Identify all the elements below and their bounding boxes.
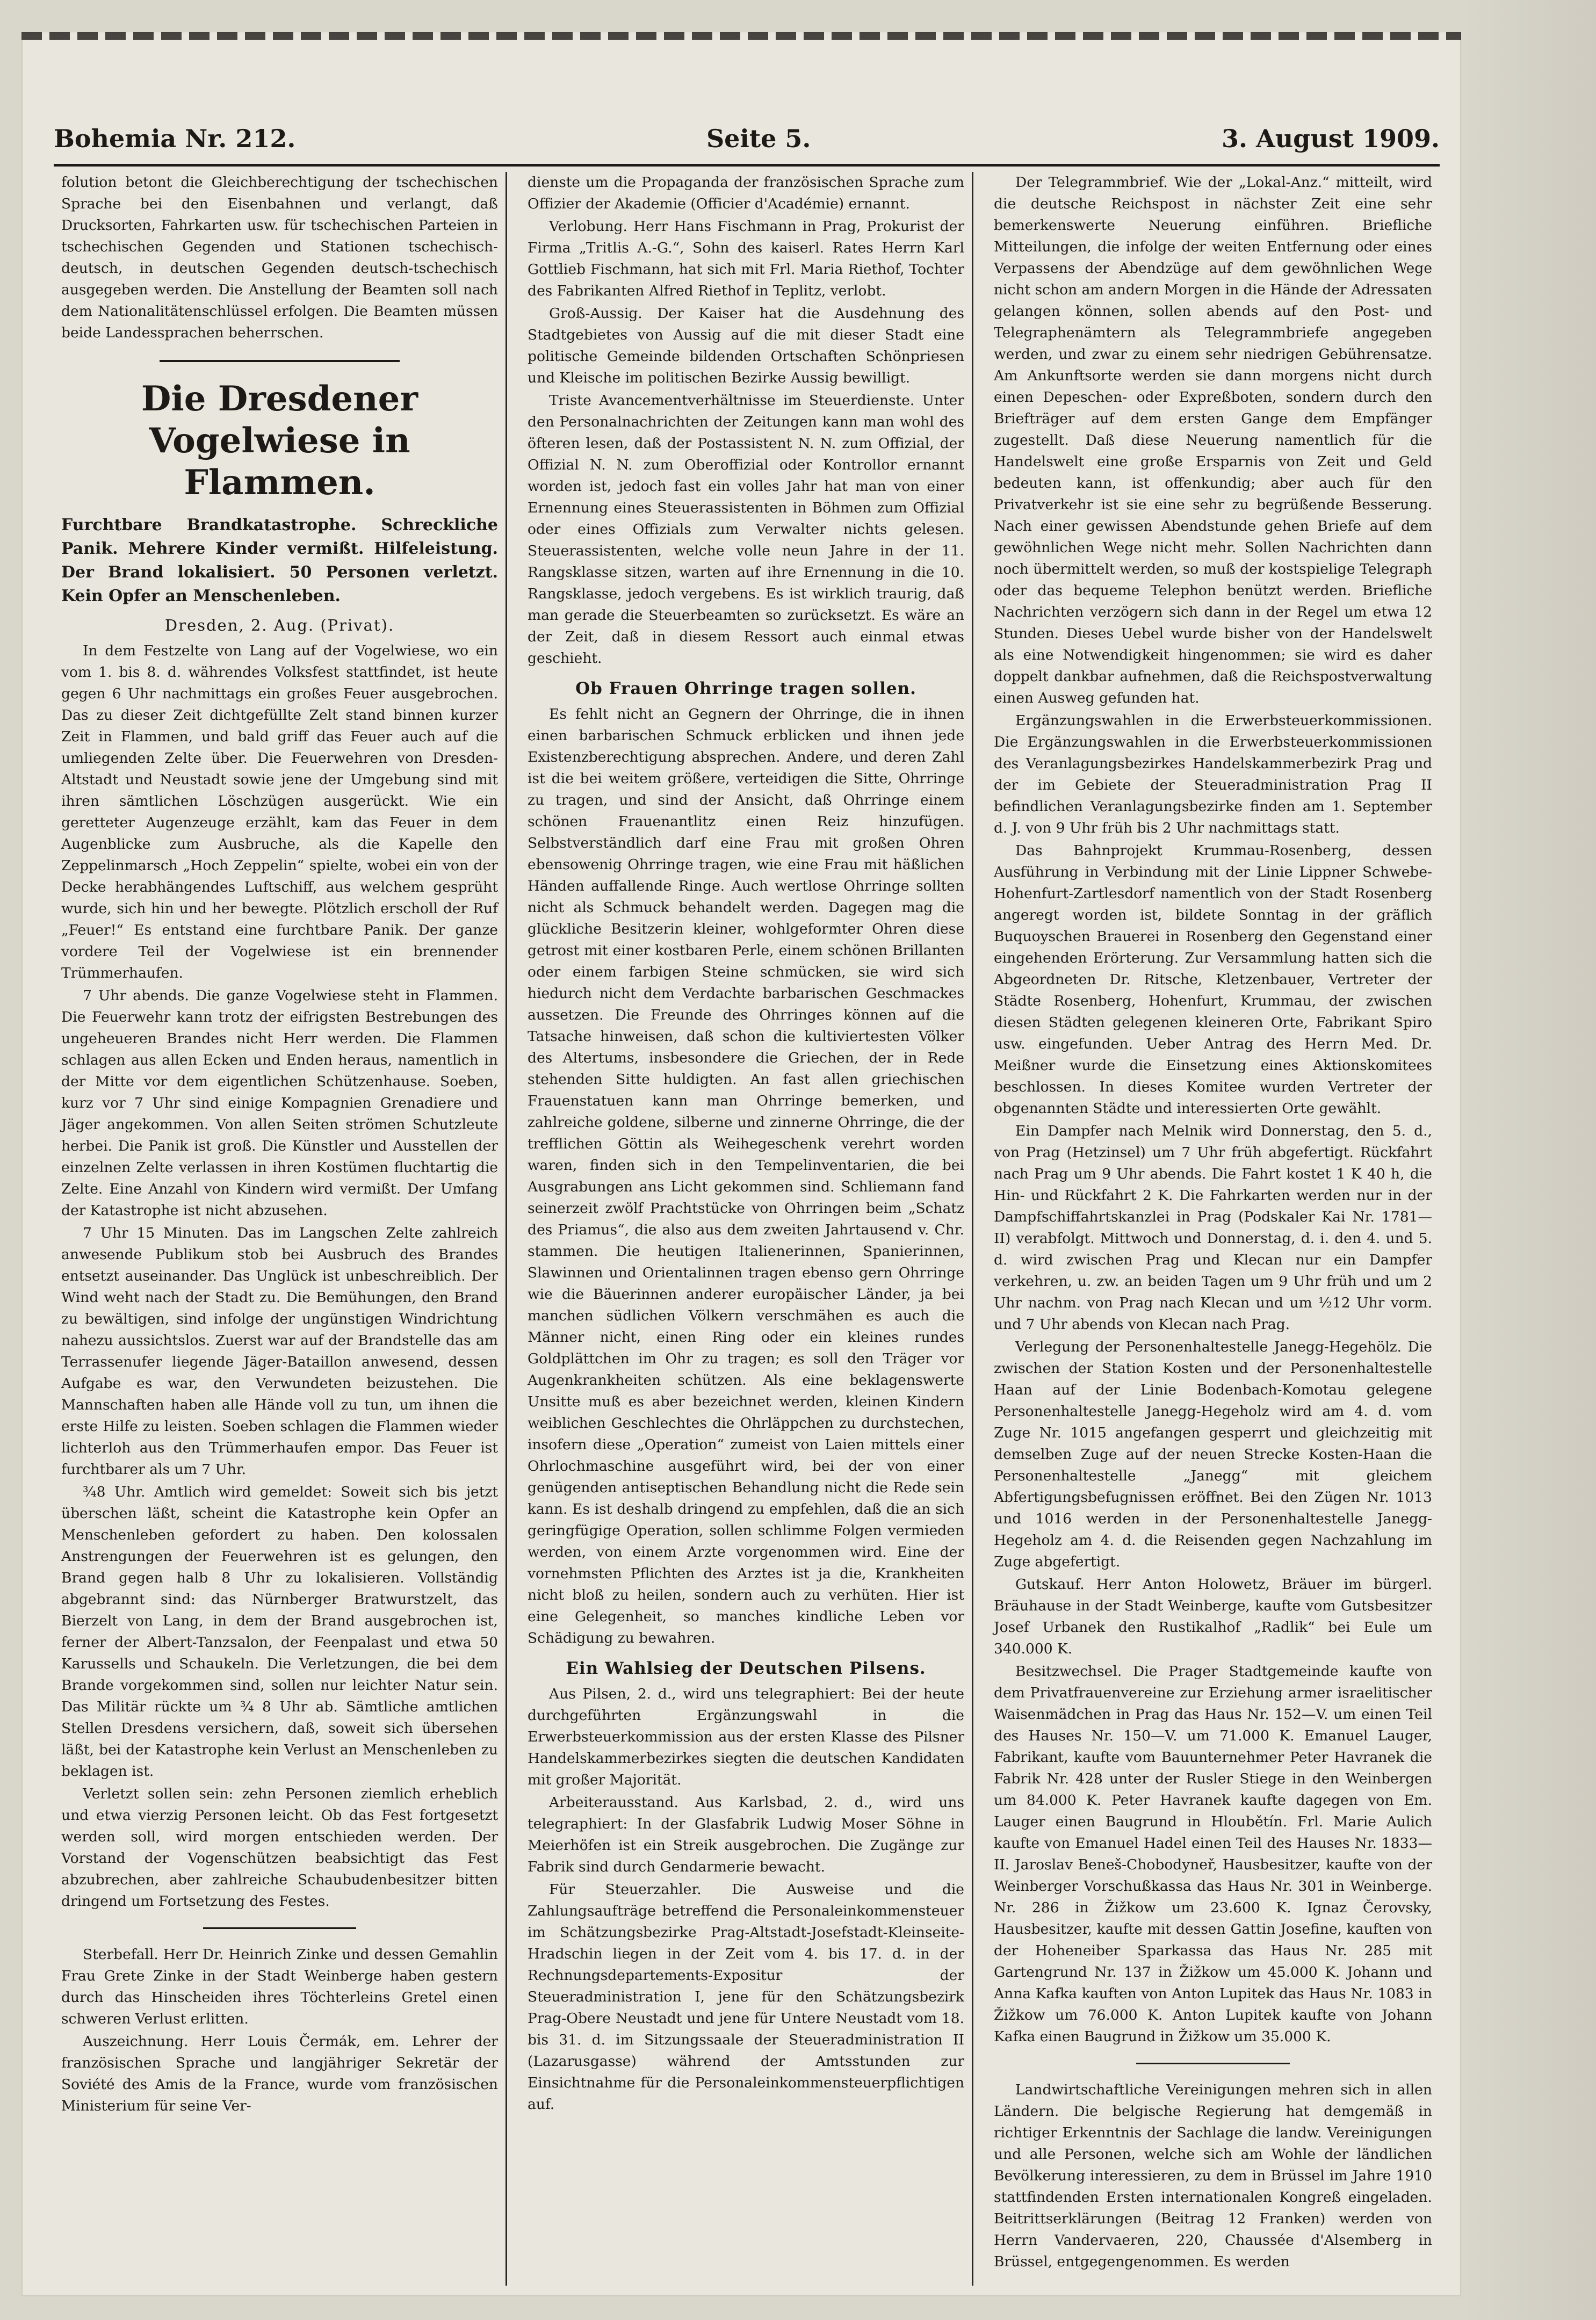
divider — [203, 1927, 356, 1929]
article-text: 7 Uhr abends. Die ganze Vogelwiese steht in Flammen. Die Feuerwehr kann trotz der eifrigsten Bestrebungen des ungeheueren Brandes nicht Herr werden. Die Flammen schlagen aus allen Ecken und Enden heraus, namentlich in der Mitte vor dem eigentlichen Schützenhause. Soeben, kurz vor 7 Uhr sind einige Kompagnien Grenadiere und Jäger angekommen. Von allen Seiten strömen Schutzleute herbei. Die Panik ist groß. Die Künstler und Ausstellen der einzelnen Zelte verlassen in ihren Kostümen fluchtartig die Zelte. Eine Anzahl von Kindern wird vermißt. Der Umfang der Katastrophe ist nicht abzusehen. — [61, 987, 498, 1219]
article-text: Groß-Aussig. Der Kaiser hat die Ausdehnung des Stadtgebietes von Aussig auf die mit dieser Stadt eine politische Gemeinde bildenden Ortschaften Schönpriesen und Kleische im politischen Bezirke Aussig bewilligt. — [528, 305, 964, 386]
column-3 — [986, 172, 1440, 2286]
article-text: Ergänzungswahlen in die Erwerbsteuerkommissionen. Die Ergänzungswahlen in die Erwerbsteuerkommissionen des Veranlagungsbezirkes Handelskammerbezirk Prag und der im Gebiete der Steueradministration Prag II befindlichen Veranlagungsbezirke finden am 1. September d. J. von 9 Uhr früh bis 2 Uhr nachmittags statt. — [994, 712, 1432, 836]
headline-subtitle: Furchtbare Brandkatastrophe. Schreckliche Panik. Mehrere Kinder vermißt. Hilfeleistung. Der Brand lokalisiert. 50 Personen verletzt. Kein Opfer an Menschenleben. — [61, 516, 498, 605]
section-heading: Ein Wahlsieg der Deutschen Pilsens. — [566, 1659, 926, 1678]
article-text: Es fehlt nicht an Gegnern der Ohrringe, die in ihnen einen barbarischen Schmuck erblicken und ihnen jede Existenzberechtigung absprechen. Andere, und deren Zahl ist die bei weitem größere, verteidigen die Sitte, Ohrringe zu tragen, und sind der Ansicht, daß Ohrringe einem schönen Frauenantlitz einen Reiz hinzufügen. Selbstverständlich darf eine Frau mit großen Ohren ebensowenig Ohrringe tragen, wie eine Frau mit häßlichen Händen auffallende Ringe. Auch wertlose Ohrringe sollten nicht als Schmuck behandelt werden. Dagegen mag die glückliche Besitzerin kleiner, wohlgeformter Ohren diese getrost mit einer kostbaren Perle, einem schönen Brillanten oder einem farbigen Steine schmücken, sie wird sich hiedurch nicht dem Verdachte barbarischen Geschmackes aussetzen. Die Freunde des Ohrringes können auf die Tatsache hinweisen, daß schon die kultiviertesten Völker des Altertums, insbesondere die Griechen, der in Rede stehenden Sitte huldigten. An fast allen griechischen Frauenstatuen kann man Ohrringe bemerken, und zahlreiche goldene, silberne und zinnerne Ohrringe, die der trefflichen Göttin als Weihegeschenk verehrt worden waren, finden sich in den Tempelinventarien, die bei Ausgrabungen ans Licht gekommen sind. Schliemann fand seinerzeit zwölf Prachtstücke von Ohrringen beim „Schatz des Priamus“, die also aus dem zweiten Jahrtausend v. Chr. stammen. Die heutigen Italienerinnen, Spanierinnen, Slawinnen und Orientalinnen tragen ebenso gern Ohrringe wie die Bäuerinnen anderer europäischer Länder, ja bei manchen südlichen Völkern verschmähen es auch die Männer nicht, einen Ring oder ein kleines rundes Goldplättchen im Ohr zu tragen; es soll den Träger vor Augenkrankheiten schützen. Als eine beklagenswerte Unsitte muß es aber bezeichnet werden, kleinen Kindern weiblichen Geschlechtes die Ohrläppchen zu durchstechen, insofern diese „Operation“ zumeist von Laien mittels einer Ohrlochmaschine ausgeführt wird, bei der von einer genügenden antiseptischen Behandlung nicht die Rede sein kann. Es ist deshalb dringend zu empfehlen, daß die an sich geringfügige Operation, sollen schlimme Folgen vermieden werden, von einem Arzte vorgenommen wird. Eine der vornehmsten Pflichten des Arztes ist ja die, Krankheiten nicht bloß zu heilen, sondern auch zu verhüten. Hier ist eine Gelegenheit, so manches kindliche Leben vor Schädigung zu bewahren. — [528, 706, 964, 1646]
article-text: Verlegung der Personenhaltestelle Janegg-Hegehölz. Die zwischen der Station Kosten und der Personenhaltestelle Haan auf der Linie Bodenbach-Komotau gelegene Personenhaltestelle Janegg-Hegeholz wird am 4. d. vom Zuge Nr. 1015 angefangen gesperrt und gleichzeitig mit demselben Zuge auf der neuen Strecke Kosten-Haan die Personenhaltestelle „Janegg“ mit gleichem Abfertigungsbefugnissen eröffnet. Bei den Zügen Nr. 1013 und 1016 werden in der Personenhaltestelle Janegg-Hegeholz am 4. d. die Reisenden gegen Nachzahlung im Zuge abgefertigt. — [994, 1339, 1432, 1570]
scan-margin — [1462, 0, 1596, 2320]
article-text: Das Bahnprojekt Krummau-Rosenberg, dessen Ausführung in Verbindung mit der Linie Lippner Schwebe-Hohenfurt-Zartlesdorf namentlich von der Stadt Rosenberg angeregt worden ist, bildete Sonntag in der gräflich Buquoyschen Brauerei in Rosenberg den Gegenstand einer eingehenden Erörterung. Zur Versammlung hatten sich die Abgeordneten Dr. Ritsche, Kletzenbauer, Vertreter der Städte Rosenberg, Hohenfurt, Krummau, der zwischen diesen Städten gelegenen kleineren Orte, Fabrikant Spiro usw. eingefunden. Ueber Antrag des Herrn Med. Dr. Meißner wurde die Einsetzung eines Aktionskomitees beschlossen. In dieses Komitee wurden Vertreter der obgenannten Städte und interessierten Orte gewählt. — [994, 842, 1432, 1117]
article-text: ¾8 Uhr. Amtlich wird gemeldet: Soweit sich bis jetzt überschen läßt, scheint die Katastrophe kein Opfer an Menschenleben gefordert zu haben. Den kolossalen Anstrengungen der Feuerwehren ist es gelungen, den Brand gegen halb 8 Uhr zu lokalisieren. Vollständig abgebrannt sind: das Nürnberger Bratwurstzelt, das Bierzelt von Lang, in dem der Brand ausgebrochen ist, ferner der Albert-Tanzsalon, der Feenpalast und etwa 50 Karussells und Schaukeln. Die Verletzungen, die bei dem Brande vorgekommen sind, sollen nur leichter Natur sein. Das Militär rückte um ¾ 8 Uhr ab. Sämtliche amtlichen Stellen Dresdens versichern, daß, soweit sich übersehen läßt, bei der Katastrophe kein Verlust an Menschenleben zu beklagen ist. — [61, 1484, 498, 1780]
article-text: Für Steuerzahler. Die Ausweise und die Zahlungsaufträge betreffend die Personaleinkommensteuer im Schätzungsbezirke Prag-Altstadt-Josefstadt-Kleinseite-Hradschin liegen in der Zeit vom 4. bis 17. d. in der Rechnungsdepartements-Expositur der Steueradministration I, jene für den Schätzungsbezirk Prag-Obere Neustadt und jene für Untere Neustadt vom 18. bis 31. d. im Sitzungssaale der Steueradministration II (Lazarusgasse) während der Amtsstunden zur Einsichtnahme für die Personaleinkommensteuerpflichtigen auf. — [528, 1881, 964, 2113]
article-text: dienste um die Propaganda der französischen Sprache zum Offizier der Akademie (Officier d'Académie) ernannt. — [528, 174, 964, 212]
columns — [54, 172, 1440, 2286]
newspaper-page — [21, 32, 1461, 2296]
divider — [160, 360, 400, 362]
article-text: Arbeiterausstand. Aus Karlsbad, 2. d., wird uns telegraphiert: In der Glasfabrik Ludwig Moser Söhne in Meierhöfen ist ein Streik ausgebrochen. Die Zugänge zur Fabrik sind durch Gendarmerie bewacht. — [528, 1794, 964, 1875]
divider — [1136, 2063, 1290, 2064]
article-text: Auszeichnung. Herr Louis Čermák, em. Lehrer der französischen Sprache und langjähriger Sekretär der Soviété des Amis de la France, wurde vom französischen Ministerium für seine Ver- — [61, 2033, 498, 2114]
article-text: In dem Festzelte von Lang auf der Vogelwiese, wo ein vom 1. bis 8. d. währendes Volksfest stattfindet, ist heute gegen 6 Uhr nachmittags ein großes Feuer ausgebrochen. Das zu dieser Zeit dichtgefüllte Zelt stand binnen kurzer Zeit in Flammen, und bald griff das Feuer auch auf die umliegenden Zelte über. Die Feuerwehren von Dresden-Altstadt und Neustadt sowie jene der Umgebung sind mit ihren sämtlichen Löschzügen ausgerückt. Wie ein geretteter Augenzeuge erzählt, kam das Feuer in dem Augenblicke zum Ausbruche, als die Kapelle den Zeppelinmarsch „Hoch Zeppelin“ spielte, wobei ein von der Decke herabhängendes Luftschiff, aus welchem gesprüht wurde, sich hin und her bewegte. Plötzlich erscholl der Ruf „Feuer!“ Es entstand eine furchtbare Panik. Der ganze vordere Teil der Vogelwiese ist ein brennender Trümmerhaufen. — [61, 642, 498, 981]
dateline: Dresden, 2. Aug. (Privat). — [164, 616, 395, 634]
article-text: Verletzt sollen sein: zehn Personen ziemlich erheblich und etwa vierzig Personen leicht. Ob das Fest fortgesetzt werden soll, wird morgen entschieden werden. Der Vorstand der Vogenschützen beabsichtigt das Fest abzubrechen, aber zahlreiche Schaubudenbesitzer bitten dringend um Fortsetzung des Festes. — [61, 1786, 498, 1910]
page-header — [54, 113, 1440, 167]
header-date: 3. August 1909. — [1222, 124, 1440, 153]
article-text: Aus Pilsen, 2. d., wird uns telegraphiert: Bei der heute durchgeführten Ergänzungswahl in die Erwerbsteuerkommission aus der ersten Klasse des Pilsner Handelskammerbezirkes siegten die deutschen Kandidaten mit großer Majorität. — [528, 1686, 964, 1788]
article-text: Der Telegrammbrief. Wie der „Lokal-Anz.“ mitteilt, wird die deutsche Reichspost in nächster Zeit eine sehr bemerkenswerte Neuerung einführen. Briefliche Mitteilungen, die infolge der weiten Entfernung oder eines Verpassens der Abendzüge auf dem gewöhnlichen Wege nicht schon am andern Morgen in die Hände der Adressaten gelangen können, sollen abends auf den Post- und Telegraphenämtern als Telegrammbriefe angegeben werden, und zwar zu einem sehr niedrigen Gebührensatze. Am Ankunftsorte werden sie dann morgens nicht durch einen Depeschen- oder Expreßboten, sondern durch den Briefträger auf dem ersten Gange dem Empfänger zugestellt. Daß diese Neuerung namentlich für die Handelswelt eine große Ersparnis von Zeit und Geld bedeuten kann, ist offenkundig; aber auch für den Privatverkehr ist sie eine sehr zu begrüßende Besserung. Nach einer gewissen Abendstunde gehen Briefe auf dem gewöhnlichen Wege nicht mehr. Sollen Nachrichten dann noch übermittelt werden, so muß der kostspielige Telegraph oder das bequeme Telephon benützt werden. Briefliche Nachrichten verzögern sich dann in der Regel um etwa 12 Stunden. Dieses Uebel wurde bisher von der Handelswelt als eine Notwendigkeit hingenommen; sie wird es daher doppelt dankbar aufnehmen, daß die Reichspostverwaltung einen Ausweg gefunden hat. — [994, 174, 1432, 706]
top-rule — [21, 32, 1461, 40]
article-text: Besitzwechsel. Die Prager Stadtgemeinde kaufte von dem Privatfrauenvereine zur Erziehung armer israelitischer Waisenmädchen in Prag das Haus Nr. 152—V. um einen Teil des Hauses Nr. 150—V. um 71.000 K. Emanuel Lauger, Fabrikant, kaufte vom Bauunternehmer Peter Havranek die Fabrik Nr. 428 unter der Rusler Stiege in den Weinbergen um 84.000 K. Peter Havranek kaufte dagegen von Em. Lauger einen Baugrund in Hloubětín. Frl. Marie Aulich kaufte von Emanuel Hadel einen Teil des Hauses Nr. 1833—II. Jaroslav Beneš-Chobodyneř, Hausbesitzer, kaufte von der Weinberger Vorschußkassa das Haus Nr. 301 in Weinberge. Nr. 286 in Žižkow um 23.600 K. Ignaz Čerovsky, Hausbesitzer, kaufte mit dessen Gattin Josefine, kauften von der Hoheneiber Sparkassa das Haus Nr. 285 mit Gartengrund Nr. 137 in Žižkow um 45.000 K. Johann und Anna Kafka kauften von Anton Lupitek das Haus Nr. 1083 in Žižkow um 76.000 K. Anton Lupitek kaufte von Johann Kafka einen Baugrund in Žižkow um 35.000 K. — [994, 1663, 1432, 2045]
article-text: 7 Uhr 15 Minuten. Das im Langschen Zelte zahlreich anwesende Publikum stob bei Ausbruch des Brandes entsetzt auseinander. Das Unglück ist unbeschreiblich. Der Wind weht nach der Stadt zu. Die Bemühungen, den Brand zu bewältigen, sind infolge der ungünstigen Windrichtung nahezu aussichtslos. Zuerst war auf der Brandstelle das am Terrassenufer liegende Jäger-Bataillon anwesend, dessen Aufgabe es war, den Verwundeten beizustehen. Die Mannschaften haben alle Hände voll zu tun, um ihnen die erste Hilfe zu leisten. Soeben schlagen die Flammen wieder lichterloh aus den Trümmerhaufen empor. Das Feuer ist furchtbarer als um 7 Uhr. — [61, 1225, 498, 1478]
column-1 — [54, 172, 507, 2286]
article-text: folution betont die Gleichberechtigung der tschechischen Sprache bei den Eisenbahnen und verlangt, daß Drucksorten, Fahrkarten usw. für tschechischen Parteien in tschechischen Gegenden und Stationen tschechisch-deutsch, in deutschen Gegenden deutsch-tschechisch ausgegeben werden. Die Anstellung der Beamten soll nach dem Nationalitätenschlüssel erfolgen. Die Beamten müssen beide Landessprachen beherrschen. — [61, 174, 498, 341]
header-page: Seite 5. — [706, 124, 811, 153]
article-text: Landwirtschaftliche Vereinigungen mehren sich in allen Ländern. Die belgische Regierung hat demgemäß in richtiger Erkenntnis der Sachlage die landw. Vereinigungen und alle Personen, welche sich am Wohle der ländlichen Bevölkerung interessieren, zu dem in Brüssel im Jahre 1910 stattfindenden Ersten internationalen Kongreß eingeladen. Beitrittserklärungen (Beitrag 12 Franken) werden von Herrn Vandervaeren, 220, Chaussée d'Alsemberg in Brüssel, entgegengenommen. Es werden — [994, 2082, 1432, 2270]
column-2 — [520, 172, 973, 2286]
article-text: Triste Avancementverhältnisse im Steuerdienste. Unter den Personalnachrichten der Zeitungen kann man wohl des öfteren lesen, daß der Postassistent N. N. zum Offizial, der Offizial N. N. zum Oberoffizial oder Kontrollor ernannt worden ist, jedoch fast ein volles Jahr hat man von einer Ernennung eines Steuerassistenten in Böhmen zum Offizial oder eines Offizials zum Verwalter nichts gelesen. Steuerassistenten, welche volle neun Jahre in der 11. Rangsklasse sitzen, warten auf ihre Ernennung in die 10. Rangsklasse, jedoch vergebens. Es ist wirklich traurig, daß man gerade die Steuerbeamten so zurücksetzt. Es wäre an der Zeit, daß in diesem Ressort auch einmal etwas geschieht. — [528, 392, 964, 667]
headline: Die Dresdener Vogelwiese in Flammen. — [141, 379, 418, 503]
section-heading: Ob Frauen Ohrringe tragen sollen. — [575, 679, 916, 698]
article-text: Verlobung. Herr Hans Fischmann in Prag, Prokurist der Firma „Tritlis A.-G.“, Sohn des kaiserl. Rates Herrn Karl Gottlieb Fischmann, hat sich mit Frl. Maria Riethof, Tochter des Fabrikanten Alfred Riethof in Teplitz, verlobt. — [528, 218, 964, 299]
header-issue: Bohemia Nr. 212. — [54, 124, 296, 153]
article-text: Sterbefall. Herr Dr. Heinrich Zinke und dessen Gemahlin Frau Grete Zinke in der Stadt Weinberge haben gestern durch das Hinscheiden ihres Töchterleins Gretel einen schweren Verlust erlitten. — [61, 1946, 498, 2027]
article-text: Gutskauf. Herr Anton Holowetz, Bräuer im bürgerl. Bräuhause in der Stadt Weinberge, kaufte vom Gutsbesitzer Josef Urbanek den Rustikalhof „Radlik“ bei Eule um 340.000 K. — [994, 1576, 1432, 1657]
article-text: Ein Dampfer nach Melnik wird Donnerstag, den 5. d., von Prag (Hetzinsel) um 7 Uhr früh abgefertigt. Rückfahrt nach Prag um 9 Uhr abends. Die Fahrt kostet 1 K 40 h, die Hin- und Rückfahrt 2 K. Die Fahrkarten werden nur in der Dampfschiffahrtskanzlei in Prag (Podskaler Kai Nr. 1781—II) verabfolgt. Mittwoch und Donnerstag, d. i. den 4. und 5. d. wird zwischen Prag und Klecan nur ein Dampfer verkehren, u. zw. an beiden Tagen um 9 Uhr früh und um 2 Uhr nachm. von Prag nach Klecan und um ½12 Uhr vorm. und 7 Uhr abends von Klecan nach Prag. — [994, 1123, 1432, 1333]
